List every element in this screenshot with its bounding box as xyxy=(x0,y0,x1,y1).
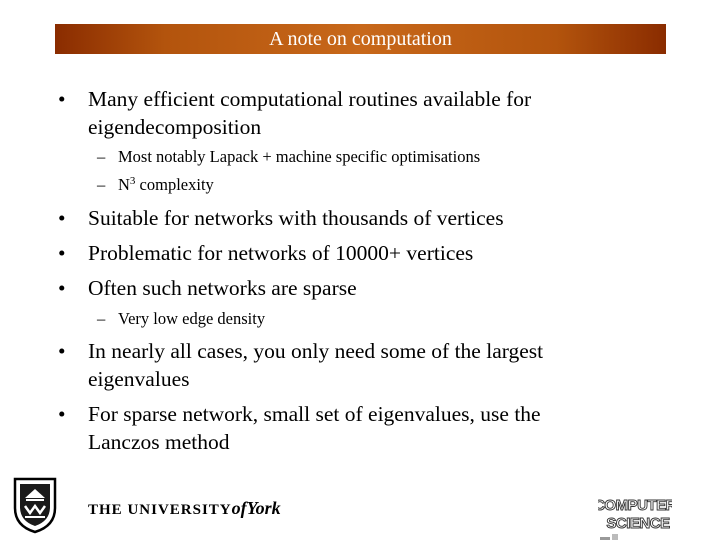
bullet-text: Problematic for networks of 10000+ vertices xyxy=(88,241,474,265)
bullet-marker: • xyxy=(58,339,66,363)
bullet-marker: • xyxy=(58,241,66,265)
sub-bullet-text: $N^3$ complexity xyxy=(118,175,214,194)
superscript: 3 xyxy=(129,175,136,187)
sub-bullet-text: Very low edge density xyxy=(118,309,266,328)
bullet-marker: • xyxy=(58,206,66,230)
bullet-text: Lanczos method xyxy=(88,430,230,454)
sub-bullet-marker: – xyxy=(97,175,106,194)
slide-footer xyxy=(0,468,720,540)
bullet-text: Suitable for networks with thousands of vertices xyxy=(88,206,504,230)
bullet-text: eigendecomposition xyxy=(88,115,262,139)
slide-title: A note on computation xyxy=(55,24,666,54)
sub-bullet-marker: – xyxy=(97,147,106,166)
svg-text:SCIENCE: SCIENCE xyxy=(606,515,670,532)
university-of-york-logo: THE UNIVERSITYofYork xyxy=(88,498,281,518)
bullet-text: Many efficient computational routines available for xyxy=(88,87,532,111)
bullet-marker: • xyxy=(58,87,66,111)
sub-bullet-marker: – xyxy=(97,309,106,328)
computer-science-logo xyxy=(598,480,672,547)
bullet-text: Often such networks are sparse xyxy=(88,276,357,300)
svg-text:COMPUTER: COMPUTER xyxy=(598,497,672,514)
bullet-text: eigenvalues xyxy=(88,367,190,391)
sub-bullet-text: Most notably Lapack + machine specific optimisations xyxy=(118,147,481,166)
university-crest-icon xyxy=(12,476,58,539)
bullet-marker: • xyxy=(58,276,66,300)
bullet-text: In nearly all cases, you only need some of the largest xyxy=(88,339,544,363)
bullet-text: For sparse network, small set of eigenvalues, use the xyxy=(88,402,541,426)
bullet-marker: • xyxy=(58,402,66,426)
